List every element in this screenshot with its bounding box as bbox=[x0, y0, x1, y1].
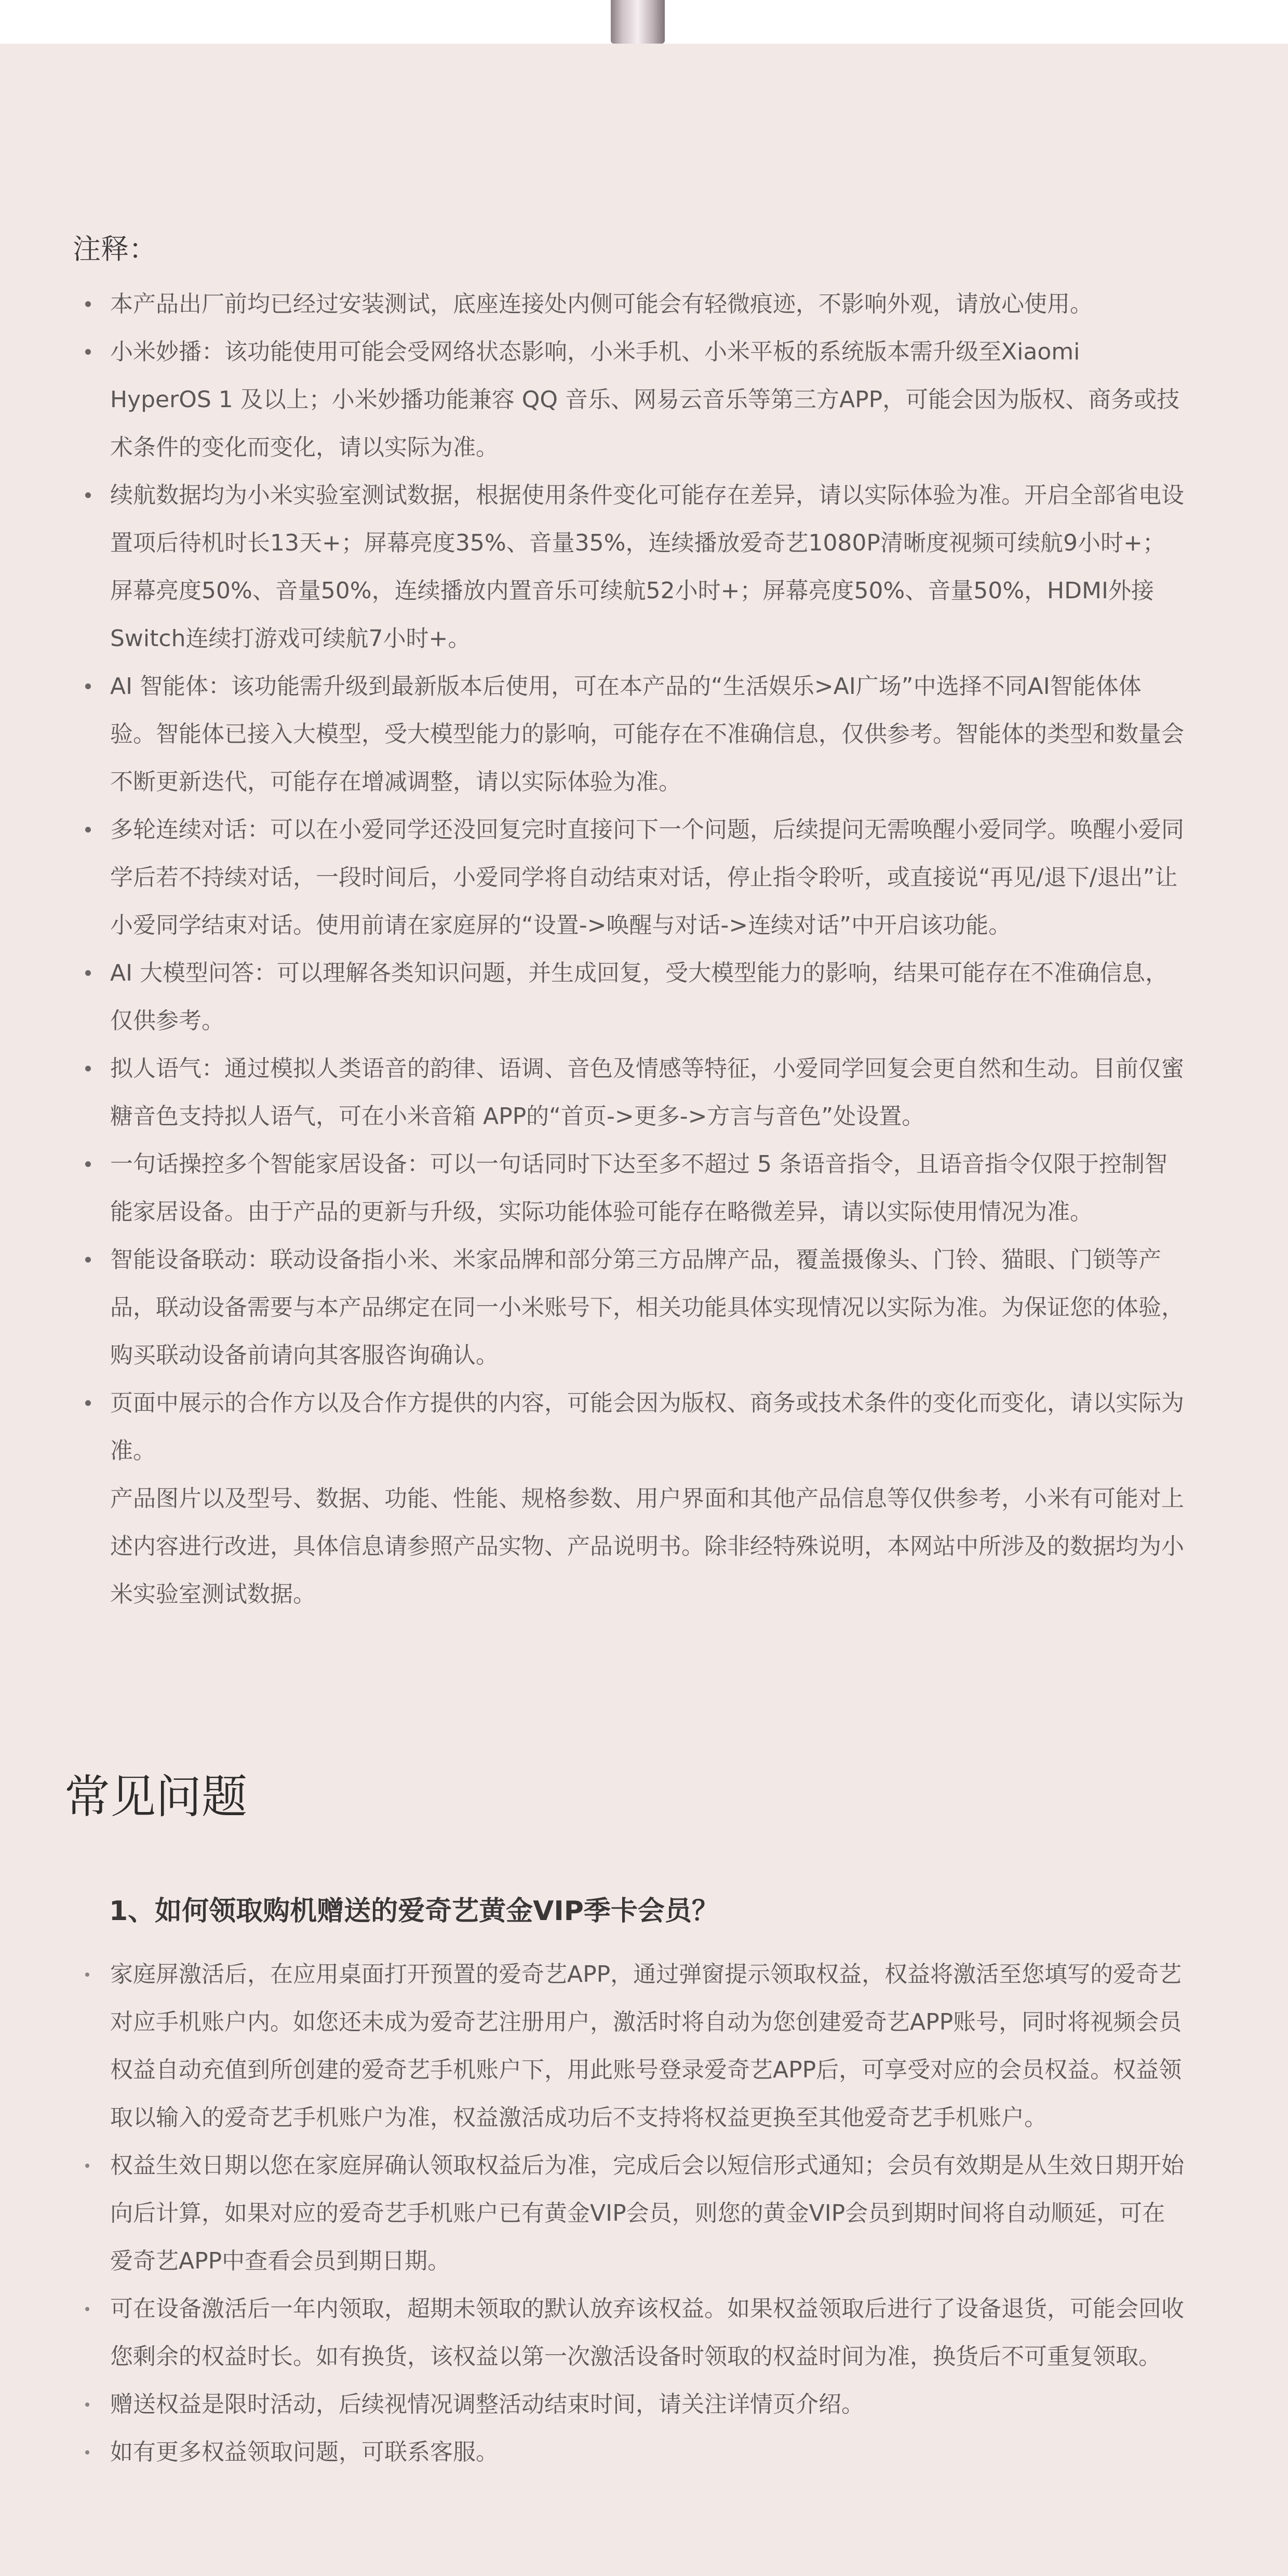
faq-section bbox=[73, 1890, 1184, 2476]
note-footnote: 产品图片以及型号、数据、功能、性能、规格参数、用户界面和其他产品信息等仅供参考，小米有可能对上述内容进行改进，具体信息请参照产品实物、产品说明书。除非经特殊说明，本网站中所涉及的数据均为小米实验室测试数据。 bbox=[110, 1485, 1184, 1607]
note-item: 拟人语气：通过模拟人类语音的韵律、语调、音色及情感等特征，小爱同学回复会更自然和生动。目前仅蜜糖音色支持拟人语气，可在小米音箱 APP的“首页->更多->方言与音色”处设置。 bbox=[73, 1045, 1184, 1141]
note-item: 多轮连续对话：可以在小爱同学还没回复完时直接问下一个问题，后续提问无需唤醒小爱同学。唤醒小爱同学后若不持续对话，一段时间后，小爱同学将自动结束对话，停止指令聆听，或直接说“再见/退下/退出”让小爱同学结束对话。使用前请在家庭屏的“设置->唤醒与对话->连续对话”中开启该功能。 bbox=[73, 806, 1184, 949]
faq-answer-item: 权益生效日期以您在家庭屏确认领取权益后为准，完成后会以短信形式通知；会员有效期是从生效日期开始向后计算，如果对应的爱奇艺手机账户已有黄金VIP会员，则您的黄金VIP会员到期时间将自动顺延，可在爱奇艺APP中查看会员到期日期。 bbox=[73, 2142, 1184, 2285]
faq-answer-item: 如有更多权益领取问题，可联系客服。 bbox=[73, 2429, 1184, 2476]
faq-answer-list bbox=[73, 1951, 1184, 2476]
note-item: AI 智能体：该功能需升级到最新版本后使用，可在本产品的“生活娱乐>AI广场”中选择不同AI智能体体验。智能体已接入大模型，受大模型能力的影响，可能存在不准确信息，仅供参考。智能体的类型和数量会不断更新迭代，可能存在增减调整，请以实际体验为准。 bbox=[73, 663, 1184, 806]
faq-question: 1、如何领取购机赠送的爱奇艺黄金VIP季卡会员？ bbox=[109, 1896, 719, 1927]
faq-answer-item: 可在设备激活后一年内领取，超期未领取的默认放弃该权益。如果权益领取后进行了设备退货，可能会回收您剩余的权益时长。如有换货，该权益以第一次激活设备时领取的权益时间为准，换货后不可重复领取。 bbox=[73, 2285, 1184, 2381]
notes-section bbox=[73, 229, 1184, 1618]
note-item: 一句话操控多个智能家居设备：可以一句话同时下达至多不超过 5 条语音指令，且语音指令仅限于控制智能家居设备。由于产品的更新与升级，实际功能体验可能存在略微差异，请以实际使用情况为准。 bbox=[73, 1141, 1184, 1236]
notes-title: 注释： bbox=[73, 233, 157, 265]
faq-heading: 常见问题 bbox=[64, 1770, 248, 1823]
note-item: AI 大模型问答：可以理解各类知识问题，并生成回复，受大模型能力的影响，结果可能存在不准确信息，仅供参考。 bbox=[73, 949, 1184, 1045]
faq-answer-item: 赠送权益是限时活动，后续视情况调整活动结束时间，请关注详情页介绍。 bbox=[73, 2381, 1184, 2429]
note-item: 续航数据均为小米实验室测试数据，根据使用条件变化可能存在差异，请以实际体验为准。开启全部省电设置项后待机时长13天+；屏幕亮度35%、音量35%，连续播放爱奇艺1080P清晰度视频可续航9小时+；屏幕亮度50%、音量50%，连续播放内置音乐可续航52小时+；屏幕亮度50%、音量50%，HDMI外接Switch连续打游戏可续航7小时+。 bbox=[73, 472, 1184, 663]
note-item: 智能设备联动：联动设备指小米、米家品牌和部分第三方品牌产品，覆盖摄像头、门铃、猫眼、门锁等产品，联动设备需要与本产品绑定在同一小米账号下，相关功能具体实现情况以实际为准。为保证您的体验，购买联动设备前请向其客服咨询确认。 bbox=[73, 1236, 1184, 1379]
note-item: 页面中展示的合作方以及合作方提供的内容，可能会因为版权、商务或技术条件的变化而变化，请以实际为准。 bbox=[73, 1379, 1184, 1475]
top-image-strip bbox=[0, 0, 1288, 44]
product-stand-image bbox=[611, 0, 665, 44]
faq-answer-item: 家庭屏激活后，在应用桌面打开预置的爱奇艺APP，通过弹窗提示领取权益，权益将激活至您填写的爱奇艺对应手机账户内。如您还未成为爱奇艺注册用户，激活时将自动为您创建爱奇艺APP账号，同时将视频会员权益自动充值到所创建的爱奇艺手机账户下，用此账号登录爱奇艺APP后，可享受对应的会员权益。权益领取以输入的爱奇艺手机账户为准，权益激活成功后不支持将权益更换至其他爱奇艺手机账户。 bbox=[73, 1951, 1184, 2142]
note-item: 本产品出厂前均已经过安装测试，底座连接处内侧可能会有轻微痕迹，不影响外观，请放心使用。 bbox=[73, 280, 1184, 328]
notes-list bbox=[73, 280, 1184, 1618]
note-item: 小米妙播：该功能使用可能会受网络状态影响，小米手机、小米平板的系统版本需升级至Xiaomi HyperOS 1 及以上；小米妙播功能兼容 QQ 音乐、网易云音乐等第三方APP，可能会因为版权、商务或技术条件的变化而变化，请以实际为准。 bbox=[73, 328, 1184, 472]
